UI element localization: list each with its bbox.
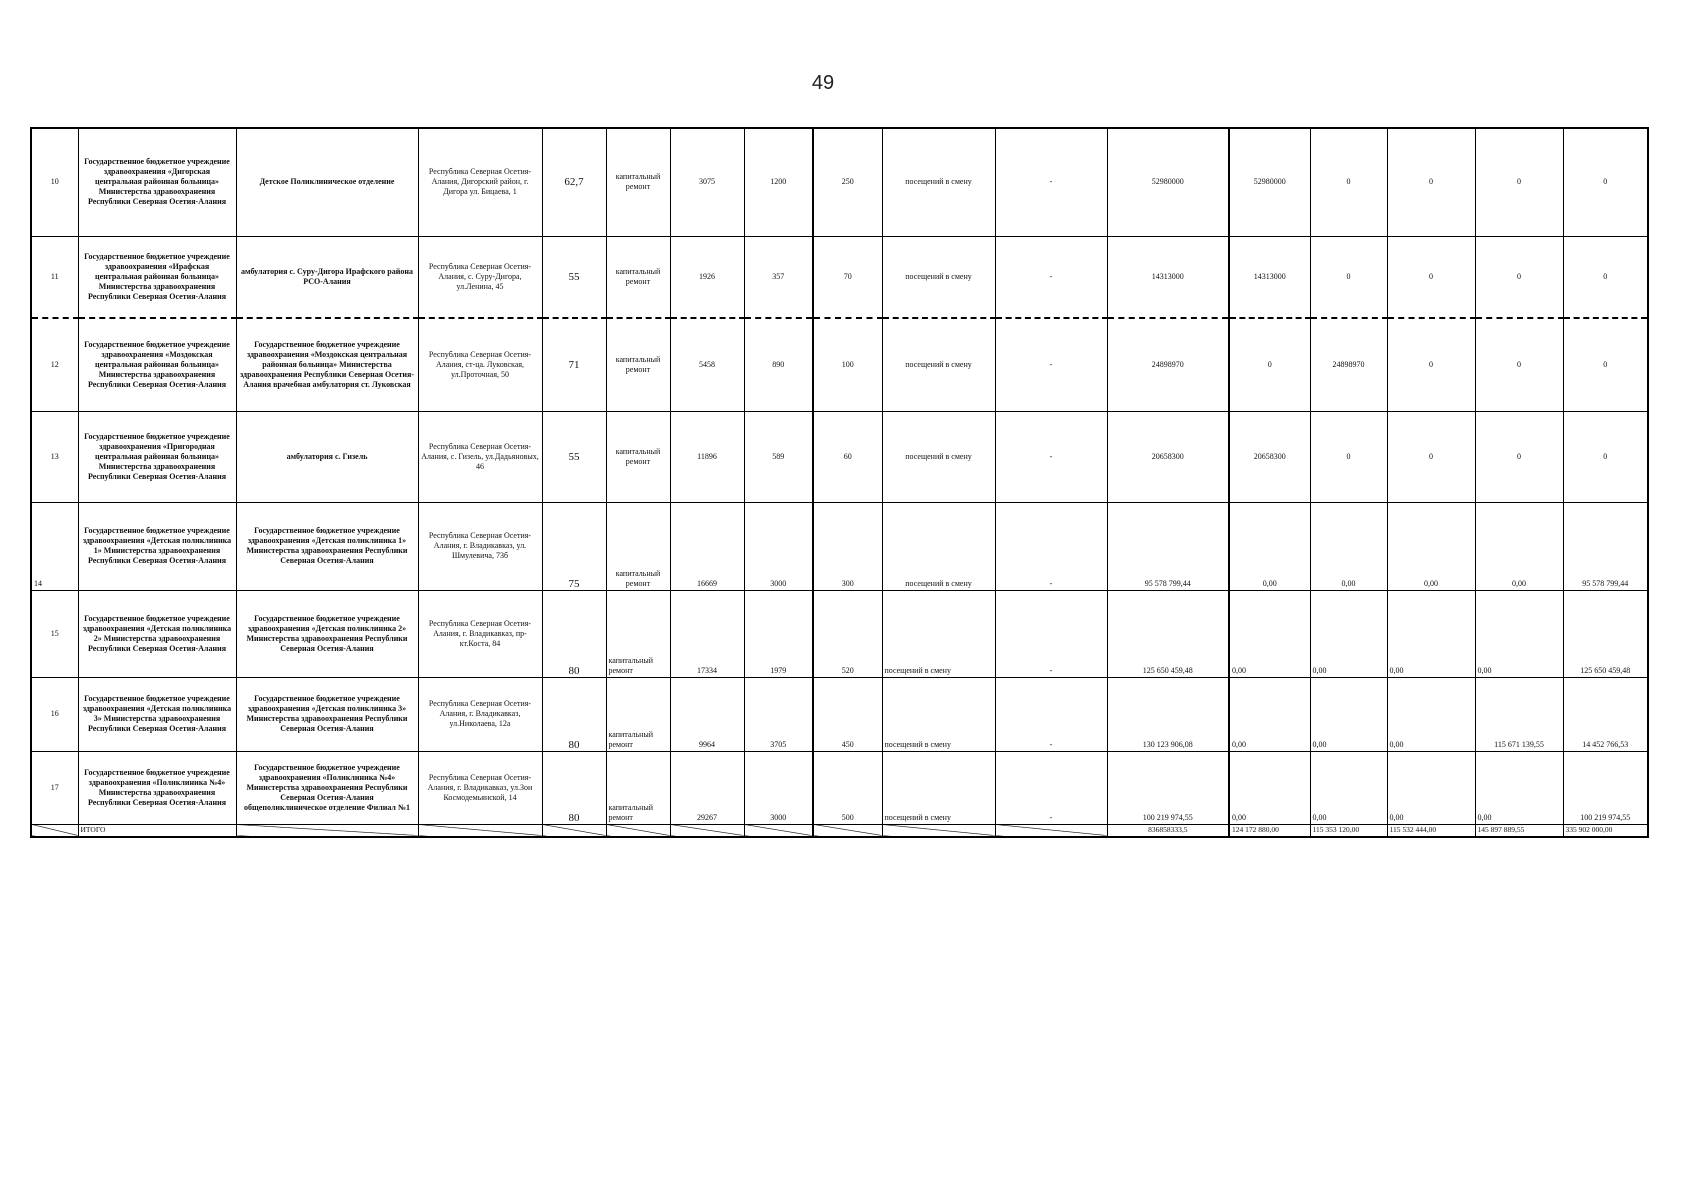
year-value-cell: 0,00 (1310, 590, 1387, 677)
table-row (31, 590, 1648, 677)
year-value-cell: 52980000 (1229, 128, 1310, 236)
work-type-cell: капитальный ремонт (606, 590, 670, 677)
row-number: 14 (31, 502, 78, 590)
value-cell: 60 (813, 411, 882, 502)
value-cell: 450 (813, 677, 882, 751)
table-row (31, 411, 1648, 502)
total-cell: 125 650 459,48 (1107, 590, 1229, 677)
year-value-cell: 0 (1563, 128, 1648, 236)
unit-cell: посещений в смену (882, 236, 995, 318)
area-cell: 80 (542, 677, 606, 751)
year-value-cell: 0,00 (1387, 677, 1475, 751)
table-row (31, 128, 1648, 236)
year-value-cell: 0,00 (1475, 751, 1563, 824)
value-cell: 9964 (670, 677, 744, 751)
empty-slash-cell (882, 824, 995, 837)
value-cell: 3075 (670, 128, 744, 236)
work-type-cell: капитальный ремонт (606, 411, 670, 502)
year-value-cell: 0 (1387, 411, 1475, 502)
work-type-cell: капитальный ремонт (606, 751, 670, 824)
year-value-cell: 0,00 (1387, 590, 1475, 677)
address-cell: Республика Северная Осетия-Алания, с. Суру-Дигора, ул.Ленина, 45 (418, 236, 542, 318)
value-cell: 70 (813, 236, 882, 318)
dash-cell: - (995, 128, 1107, 236)
empty-slash-cell (418, 824, 542, 837)
area-cell: 75 (542, 502, 606, 590)
organization-cell: Государственное бюджетное учреждение здравоохранения «Детская поликлиника 2» Министерства здравоохранения Республики Северная Осетия-Алания (78, 590, 236, 677)
year-value-cell: 0,00 (1475, 590, 1563, 677)
year-value-cell: 20658300 (1229, 411, 1310, 502)
year-value-cell: 0 (1310, 411, 1387, 502)
year-value-cell: 0 (1310, 236, 1387, 318)
unit-cell: посещений в смену (882, 751, 995, 824)
value-cell: 1926 (670, 236, 744, 318)
empty-slash-cell (236, 824, 418, 837)
totals-year-value: 115 353 120,00 (1310, 824, 1387, 837)
year-value-cell: 95 578 799,44 (1563, 502, 1648, 590)
organization-cell: Государственное бюджетное учреждение здравоохранения «Поликлиника №4» Министерства здравоохранения Республики Северная Осетия-Алания (78, 751, 236, 824)
year-value-cell: 0,00 (1229, 751, 1310, 824)
value-cell: 29267 (670, 751, 744, 824)
unit-cell: посещений в смену (882, 318, 995, 411)
area-cell: 71 (542, 318, 606, 411)
totals-year-value: 124 172 880,00 (1229, 824, 1310, 837)
year-value-cell: 0,00 (1229, 590, 1310, 677)
unit-cell: посещений в смену (882, 411, 995, 502)
value-cell: 3000 (744, 751, 813, 824)
year-value-cell: 0,00 (1310, 677, 1387, 751)
dash-cell: - (995, 751, 1107, 824)
object-cell: амбулатория с. Суру-Дигора Ирафского района РСО-Алания (236, 236, 418, 318)
organization-cell: Государственное бюджетное учреждение здравоохранения «Ирафская центральная районная больница» Министерства здравоохранения Республики Северная Осетия-Алания (78, 236, 236, 318)
empty-slash-cell (670, 824, 744, 837)
object-cell: Государственное бюджетное учреждение здравоохранения «Детская поликлиника 1» Министерства здравоохранения Республики Северная Осетия-Алания (236, 502, 418, 590)
value-cell: 16669 (670, 502, 744, 590)
total-cell: 24898970 (1107, 318, 1229, 411)
year-value-cell: 14313000 (1229, 236, 1310, 318)
dash-cell: - (995, 411, 1107, 502)
table-row (31, 677, 1648, 751)
object-cell: Детское Поликлиническое отделение (236, 128, 418, 236)
table-row (31, 751, 1648, 824)
dash-cell: - (995, 677, 1107, 751)
year-value-cell: 0,00 (1310, 502, 1387, 590)
organization-cell: Государственное бюджетное учреждение здравоохранения «Пригородная центральная районная больница» Министерства здравоохранения Республики Северная Осетия-Алания (78, 411, 236, 502)
value-cell: 3705 (744, 677, 813, 751)
total-cell: 20658300 (1107, 411, 1229, 502)
table-row (31, 502, 1648, 590)
empty-slash-cell (813, 824, 882, 837)
dash-cell: - (995, 590, 1107, 677)
totals-row (31, 824, 1648, 837)
value-cell: 357 (744, 236, 813, 318)
work-type-cell: капитальный ремонт (606, 236, 670, 318)
organization-cell: Государственное бюджетное учреждение здравоохранения «Детская поликлиника 1» Министерства здравоохранения Республики Северная Осетия-Алания (78, 502, 236, 590)
value-cell: 300 (813, 502, 882, 590)
empty-slash-cell (31, 824, 78, 837)
work-type-cell: капитальный ремонт (606, 128, 670, 236)
totals-label: ИТОГО (78, 824, 236, 837)
total-cell: 95 578 799,44 (1107, 502, 1229, 590)
row-number: 13 (31, 411, 78, 502)
year-value-cell: 0,00 (1387, 502, 1475, 590)
empty-slash-cell (542, 824, 606, 837)
address-cell: Республика Северная Осетия-Алания, г. Владикавказ, пр-кт.Коста, 84 (418, 590, 542, 677)
year-value-cell: 0 (1563, 318, 1648, 411)
year-value-cell: 0 (1387, 128, 1475, 236)
value-cell: 520 (813, 590, 882, 677)
year-value-cell: 0,00 (1387, 751, 1475, 824)
row-number: 17 (31, 751, 78, 824)
organization-cell: Государственное бюджетное учреждение здравоохранения «Дигорская центральная районная больница» Министерства здравоохранения Республики Северная Осетия-Алания (78, 128, 236, 236)
unit-cell: посещений в смену (882, 502, 995, 590)
row-number: 10 (31, 128, 78, 236)
address-cell: Республика Северная Осетия-Алания, с. Гизель, ул.Дадьяновых, 46 (418, 411, 542, 502)
work-type-cell: капитальный ремонт (606, 318, 670, 411)
area-cell: 62,7 (542, 128, 606, 236)
table-row (31, 318, 1648, 411)
year-value-cell: 0 (1229, 318, 1310, 411)
object-cell: Государственное бюджетное учреждение здравоохранения «Детская поликлиника 3» Министерства здравоохранения Республики Северная Осетия-Алания (236, 677, 418, 751)
totals-total: 836858333,5 (1107, 824, 1229, 837)
year-value-cell: 0 (1475, 411, 1563, 502)
year-value-cell: 0,00 (1229, 502, 1310, 590)
dash-cell: - (995, 502, 1107, 590)
value-cell: 100 (813, 318, 882, 411)
year-value-cell: 0,00 (1229, 677, 1310, 751)
year-value-cell: 0 (1475, 318, 1563, 411)
area-cell: 80 (542, 751, 606, 824)
row-number: 15 (31, 590, 78, 677)
year-value-cell: 0 (1475, 128, 1563, 236)
year-value-cell: 0,00 (1475, 502, 1563, 590)
total-cell: 100 219 974,55 (1107, 751, 1229, 824)
year-value-cell: 0,00 (1310, 751, 1387, 824)
year-value-cell: 125 650 459,48 (1563, 590, 1648, 677)
value-cell: 5458 (670, 318, 744, 411)
address-cell: Республика Северная Осетия-Алания, ст-ца. Луковская, ул.Проточная, 50 (418, 318, 542, 411)
year-value-cell: 0 (1310, 128, 1387, 236)
year-value-cell: 115 671 139,55 (1475, 677, 1563, 751)
object-cell: Государственное бюджетное учреждение здравоохранения «Поликлиника №4» Министерства здравоохранения Республики Северная Осетия-Алания общеполиклиническое отделение Филиал №1 (236, 751, 418, 824)
work-type-cell: капитальный ремонт (606, 502, 670, 590)
object-cell: амбулатория с. Гизель (236, 411, 418, 502)
value-cell: 589 (744, 411, 813, 502)
empty-slash-cell (744, 824, 813, 837)
value-cell: 11896 (670, 411, 744, 502)
year-value-cell: 0 (1387, 236, 1475, 318)
organization-cell: Государственное бюджетное учреждение здравоохранения «Моздокская центральная районная больница» Министерства здравоохранения Республики Северная Осетия-Алания (78, 318, 236, 411)
dash-cell: - (995, 236, 1107, 318)
value-cell: 500 (813, 751, 882, 824)
page-number: 49 (811, 72, 835, 94)
unit-cell: посещений в смену (882, 128, 995, 236)
area-cell: 80 (542, 590, 606, 677)
row-number: 12 (31, 318, 78, 411)
area-cell: 55 (542, 411, 606, 502)
area-cell: 55 (542, 236, 606, 318)
table-row (31, 236, 1648, 318)
value-cell: 1979 (744, 590, 813, 677)
totals-year-value: 145 897 889,55 (1475, 824, 1563, 837)
year-value-cell: 14 452 766,53 (1563, 677, 1648, 751)
value-cell: 17334 (670, 590, 744, 677)
year-value-cell: 0 (1563, 236, 1648, 318)
totals-year-value: 115 532 444,00 (1387, 824, 1475, 837)
object-cell: Государственное бюджетное учреждение здравоохранения «Моздокская центральная районная больница» Министерства здравоохранения Республики Северная Осетия-Алания врачебная амбулатория ст. Луковская (236, 318, 418, 411)
year-value-cell: 0 (1563, 411, 1648, 502)
address-cell: Республика Северная Осетия-Алания, Дигорский район, г. Дигора ул. Бицаева, 1 (418, 128, 542, 236)
row-number: 16 (31, 677, 78, 751)
data-table (30, 127, 1649, 838)
address-cell: Республика Северная Осетия-Алания, г. Владикавказ, ул.Николаева, 12а (418, 677, 542, 751)
value-cell: 250 (813, 128, 882, 236)
address-cell: Республика Северная Осетия-Алания, г. Владикавказ, ул.Зои Космодемьянской, 14 (418, 751, 542, 824)
object-cell: Государственное бюджетное учреждение здравоохранения «Детская поликлиника 2» Министерства здравоохранения Республики Северная Осетия-Алания (236, 590, 418, 677)
dash-cell: - (995, 318, 1107, 411)
total-cell: 130 123 906,08 (1107, 677, 1229, 751)
work-type-cell: капитальный ремонт (606, 677, 670, 751)
year-value-cell: 24898970 (1310, 318, 1387, 411)
year-value-cell: 0 (1475, 236, 1563, 318)
total-cell: 52980000 (1107, 128, 1229, 236)
value-cell: 1200 (744, 128, 813, 236)
year-value-cell: 0 (1387, 318, 1475, 411)
empty-slash-cell (995, 824, 1107, 837)
totals-year-value: 335 902 000,00 (1563, 824, 1648, 837)
organization-cell: Государственное бюджетное учреждение здравоохранения «Детская поликлиника 3» Министерства здравоохранения Республики Северная Осетия-Алания (78, 677, 236, 751)
year-value-cell: 100 219 974,55 (1563, 751, 1648, 824)
row-number: 11 (31, 236, 78, 318)
value-cell: 890 (744, 318, 813, 411)
unit-cell: посещений в смену (882, 677, 995, 751)
total-cell: 14313000 (1107, 236, 1229, 318)
value-cell: 3000 (744, 502, 813, 590)
empty-slash-cell (606, 824, 670, 837)
unit-cell: посещений в смену (882, 590, 995, 677)
address-cell: Республика Северная Осетия-Алания, г. Владикавказ, ул. Шмулевича, 73б (418, 502, 542, 590)
